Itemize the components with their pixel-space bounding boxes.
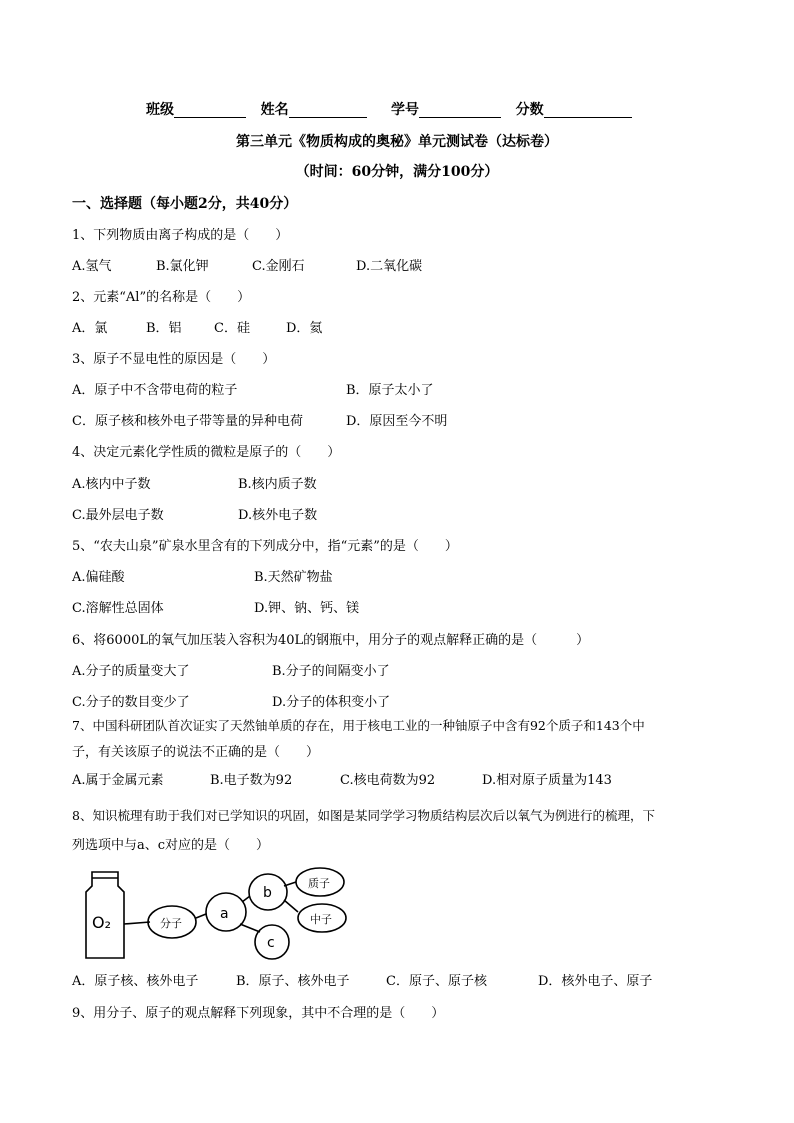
connector-a-c xyxy=(240,924,260,932)
option-d[interactable]: D.相对原子质量为143 xyxy=(482,773,612,788)
option-c[interactable]: C.最外层电子数 xyxy=(72,508,164,523)
connector-b-neutron xyxy=(284,900,298,912)
option-a[interactable]: A.氢气 xyxy=(72,259,112,274)
bottle-label: O₂ xyxy=(92,913,112,932)
question-9-stem: 9、用分子、原子的观点解释下列现象，其中不合理的是（ ） xyxy=(72,1006,445,1021)
question-7-stem: 7、中国科研团队首次证实了天然铀单质的存在，用于核电工业的一种铀原子中含有92个质子和143个中 xyxy=(72,718,645,733)
option-a[interactable]: A．原子中不含带电荷的粒子 xyxy=(72,383,238,398)
question-4-stem: 4、决定元素化学性质的微粒是原子的（ ） xyxy=(72,445,341,460)
option-b[interactable]: B.核内质子数 xyxy=(238,477,317,492)
connector-molecule-a xyxy=(196,914,206,918)
molecule-label: 分子 xyxy=(160,917,182,930)
structure-diagram xyxy=(80,866,350,966)
name-blank[interactable] xyxy=(289,103,367,118)
score-blank[interactable] xyxy=(544,103,632,118)
option-c[interactable]: C．原子、原子核 xyxy=(386,974,487,989)
option-b[interactable]: B．原子、核外电子 xyxy=(236,974,350,989)
question-3-stem: 3、原子不显电性的原因是（ ） xyxy=(72,352,276,367)
option-c[interactable]: C.溶解性总固体 xyxy=(72,601,164,616)
name-label: 姓名 xyxy=(260,102,289,118)
page-subtitle: （时间：60分钟，满分100分） xyxy=(295,164,499,180)
section-heading: 一、选择题（每小题2分，共40分） xyxy=(72,196,298,212)
option-d[interactable]: D．原因至今不明 xyxy=(346,414,448,429)
option-d[interactable]: D.分子的体积变小了 xyxy=(272,695,391,710)
question-7-stem-continued: 子，有关该原子的说法不正确的是（ ） xyxy=(72,745,320,760)
option-c[interactable]: C．硅 xyxy=(214,321,250,336)
option-d[interactable]: D．核外电子、原子 xyxy=(538,974,653,989)
option-b[interactable]: B.电子数为92 xyxy=(210,773,293,788)
class-label: 班级 xyxy=(146,102,174,118)
question-8-stem: 8、知识梳理有助于我们对已学知识的巩固，如图是某同学学习物质结构层次后以氧气为例进行的梳理，下 xyxy=(72,808,655,823)
option-a[interactable]: A.偏硅酸 xyxy=(72,570,125,585)
option-d[interactable]: D．氦 xyxy=(286,321,323,336)
neutron-label: 中子 xyxy=(310,913,332,926)
option-c[interactable]: C．原子核和核外电子带等量的异种电荷 xyxy=(72,414,303,429)
option-a[interactable]: A．氯 xyxy=(72,321,108,336)
option-b[interactable]: B.氯化钾 xyxy=(156,259,209,274)
question-1-stem: 1、下列物质由离子构成的是（ ） xyxy=(72,228,289,243)
option-b[interactable]: B.分子的间隔变小了 xyxy=(272,664,390,679)
option-b[interactable]: B.天然矿物盐 xyxy=(254,570,333,585)
proton-label: 质子 xyxy=(308,877,330,890)
score-label: 分数 xyxy=(515,102,544,118)
option-d[interactable]: D.二氧化碳 xyxy=(356,259,423,274)
option-a[interactable]: A.分子的质量变大了 xyxy=(72,664,190,679)
question-8-stem-continued: 列选项中与a、c对应的是（ ） xyxy=(72,838,270,853)
option-d[interactable]: D.核外电子数 xyxy=(238,508,318,523)
option-d[interactable]: D.钾、钠、钙、镁 xyxy=(254,601,360,616)
student-info-header xyxy=(146,102,632,118)
option-b[interactable]: B．原子太小了 xyxy=(346,383,434,398)
option-a[interactable]: A．原子核、核外电子 xyxy=(72,974,199,989)
a-label: a xyxy=(220,906,229,922)
question-5-stem: 5、“农夫山泉”矿泉水里含有的下列成分中，指“元素”的是（ ） xyxy=(72,539,458,554)
question-2-stem: 2、元素“Al”的名称是（ ） xyxy=(72,290,251,305)
id-label: 学号 xyxy=(391,102,419,118)
id-blank[interactable] xyxy=(419,103,501,118)
page-title: 第三单元《物质构成的奥秘》单元测试卷（达标卷） xyxy=(236,134,558,150)
option-b[interactable]: B．铝 xyxy=(146,321,182,336)
c-label: c xyxy=(267,935,275,951)
option-a[interactable]: A.属于金属元素 xyxy=(72,773,164,788)
connector-a-b xyxy=(242,896,250,902)
connector-bottle-molecule xyxy=(124,922,150,924)
option-a[interactable]: A.核内中子数 xyxy=(72,477,151,492)
option-c[interactable]: C.金刚石 xyxy=(252,259,305,274)
class-blank[interactable] xyxy=(174,103,246,118)
b-label: b xyxy=(263,885,272,901)
option-c[interactable]: C.分子的数目变少了 xyxy=(72,695,190,710)
question-6-stem: 6、将6000L的氧气加压装入容积为40L的钢瓶中，用分子的观点解释正确的是（ ） xyxy=(72,633,590,648)
option-c[interactable]: C.核电荷数为92 xyxy=(340,773,436,788)
